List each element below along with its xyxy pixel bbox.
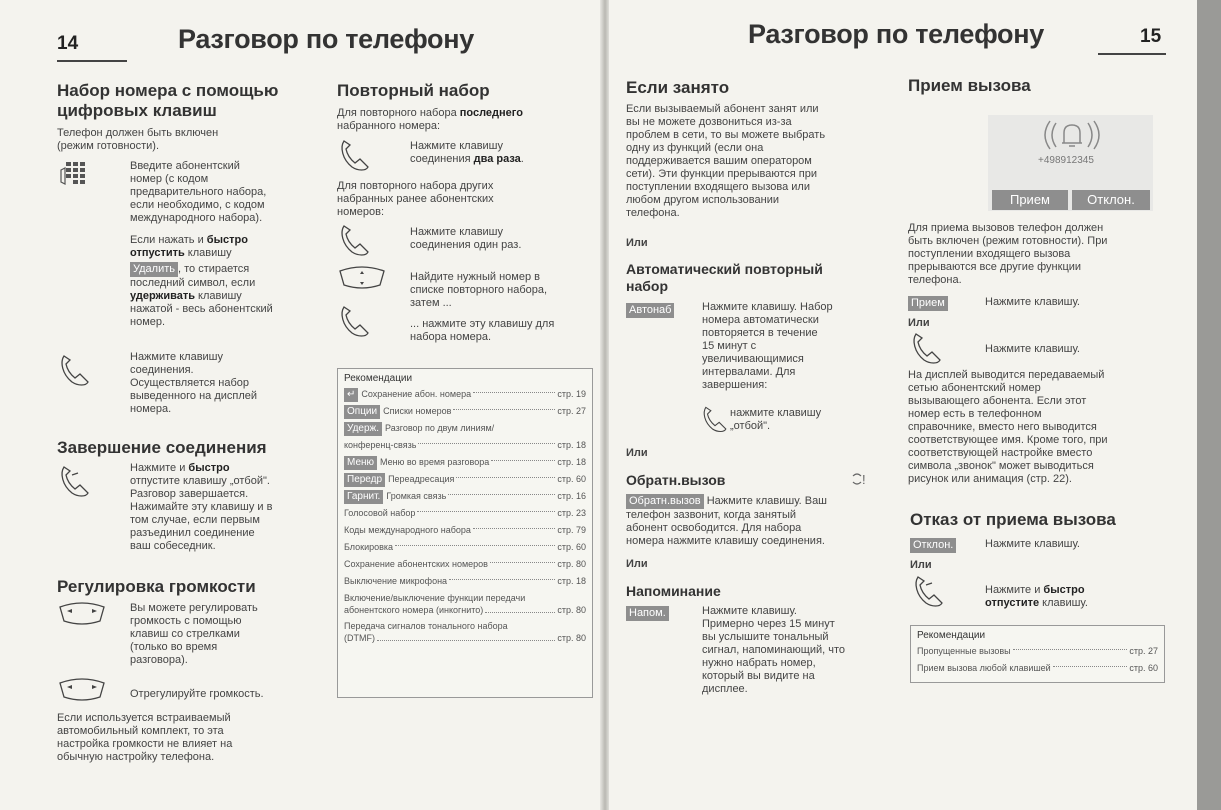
- auto-redial-heading: Автоматический повторный набор: [626, 261, 823, 294]
- reminder-heading: Напоминание: [626, 583, 721, 599]
- keypad-icon: [58, 160, 92, 190]
- softkey-reject-display[interactable]: Отклон.: [1072, 190, 1150, 210]
- accept-softkey[interactable]: Прием: [908, 296, 948, 311]
- rec-row: Передача сигналов тонального набора (DTMF) стр. 80: [344, 621, 586, 643]
- callback-icon: [848, 470, 870, 488]
- volume-note: Если используется встраиваемый автомобильный комплект, то эта настройка громкости не влияет на обычную настройку телефона.: [57, 712, 233, 763]
- rec-row: Пропущенные вызовы стр. 27: [917, 646, 1158, 656]
- page-title-right: Разговор по телефону: [748, 19, 1044, 49]
- rec-row: Блокировка стр. 60: [344, 542, 586, 552]
- reminder-softkey[interactable]: Напом.: [626, 606, 669, 621]
- volume-adjust-icon: [57, 677, 107, 703]
- callback-softkey[interactable]: Обратн.вызов: [626, 494, 704, 509]
- accept-heading: Прием вызова: [908, 76, 1031, 95]
- rec-row: ↵ Сохранение абон. номера стр. 19: [344, 386, 586, 403]
- auto-redial-or: Или: [626, 447, 648, 459]
- recommendations-box-left: [337, 368, 593, 698]
- end-key-icon: [58, 463, 92, 499]
- rec-row: Передр Переадресация стр. 60: [344, 471, 586, 488]
- accept-or: Или: [908, 317, 930, 329]
- rec-row: Гарнит. Громкая связь стр. 16: [344, 488, 586, 505]
- caller-number: +498912345: [1038, 155, 1094, 166]
- redial-heading: Повторный набор: [337, 81, 490, 100]
- dial-intro: Телефон должен быть включен (режим готовности).: [57, 127, 219, 152]
- call-key-icon-redial-3: [338, 303, 372, 339]
- reminder-key-wrap: [626, 603, 669, 621]
- redial-step3: Найдите нужный номер в списке повторного набора, затем ...: [410, 271, 548, 309]
- accept-key-text: Нажмите клавишу.: [985, 296, 1080, 308]
- call-key-icon: [58, 352, 92, 388]
- page-number-left: 14: [57, 33, 79, 54]
- rec-row: Включение/выключение функции передачи абонентского номера (инкогнито) стр. 80: [344, 593, 586, 615]
- end-call-heading: Завершение соединения: [57, 438, 267, 457]
- navigation-keys-icon: [337, 265, 387, 291]
- call-key-icon-accept: [910, 330, 944, 366]
- delete-softkey[interactable]: Удалить: [130, 262, 178, 277]
- rec-row: конференц-связь стр. 18: [344, 440, 586, 450]
- call-key-icon-redial-1: [338, 137, 372, 173]
- accept-step2: Нажмите клавишу.: [985, 343, 1080, 355]
- header-rule-right: [1098, 53, 1166, 55]
- volume-step1: Вы можете регулировать громкость с помощью клавиш со стрелками (только во время разговора).: [130, 602, 258, 666]
- rec-row: Коды международного набора стр. 79: [344, 525, 586, 535]
- volume-keys-icon: [57, 601, 107, 627]
- accept-key-wrap: [908, 293, 948, 311]
- reject-or: Или: [910, 559, 932, 571]
- dial-step3: Нажмите клавишу соединения. Осуществляется набор выведенного на дисплей номера.: [130, 351, 258, 415]
- dial-heading: Набор номера с помощью цифровых клавиш: [57, 81, 279, 120]
- rec-row: Прием вызова любой клавишей стр. 60: [917, 663, 1158, 673]
- volume-heading: Регулировка громкости: [57, 577, 256, 596]
- recommendations-title: Рекомендации: [344, 373, 413, 384]
- volume-step2: Отрегулируйте громкость.: [130, 688, 264, 700]
- end-key-icon-auto: [700, 404, 730, 434]
- redial-step4: ... нажмите эту клавишу для набора номера.: [410, 318, 555, 343]
- busy-text: Если вызываемый абонент занят или вы не можете дозвониться из-за проблем в сети, то вы можете выбрать одну из функций (если она поддерживается вашим оператором сети). Эти функции прерываются при поступлении входящего вызова или любом другом использовании телефона.: [626, 103, 826, 219]
- auto-redial-text: Нажмите клавишу. Набор номера автоматически повторяется в течение 15 минут с увеличивающимися интервалами. Для завершения:: [702, 301, 833, 391]
- callback-text: Обратн.вызов Нажмите клавишу. Ваш телефон зазвонит, когда занятый абонент освободится. Для набора номера нажмите клавишу соединения.: [626, 495, 828, 547]
- page-number-right: 15: [1140, 26, 1162, 47]
- ringing-bell-icon: [1042, 119, 1102, 151]
- auto-redial-key-wrap: [626, 300, 674, 318]
- auto-redial-softkey[interactable]: Автонаб: [626, 303, 674, 318]
- reject-softkey[interactable]: Отклон.: [910, 538, 956, 553]
- reject-key-wrap: [910, 535, 956, 553]
- background-edge: [1197, 0, 1221, 810]
- reject-key-text: Нажмите клавишу.: [985, 538, 1080, 550]
- busy-heading: Если занято: [626, 78, 730, 97]
- reject-step2: Нажмите и быстро отпустите клавишу.: [985, 584, 1088, 609]
- end-key-icon-reject: [912, 573, 946, 609]
- accept-text: Для приема вызовов телефон должен быть включен (режим готовности). При поступлении входящего вызова прерываются все другие функции телефона.: [908, 222, 1108, 286]
- rec-row: Сохранение абонентских номеров стр. 80: [344, 559, 586, 569]
- auto-redial-end: нажмите клавишу „отбой".: [730, 407, 822, 432]
- busy-or: Или: [626, 237, 648, 249]
- callback-heading: Обратн.вызов: [626, 472, 726, 488]
- redial-step2: Нажмите клавишу соединения один раз.: [410, 226, 522, 251]
- rec-row: Выключение микрофона стр. 18: [344, 576, 586, 586]
- page-title-left: Разговор по телефону: [178, 24, 474, 54]
- rec-row: Меню Меню во время разговора стр. 18: [344, 454, 586, 471]
- rec-row: Голосовой набор стр. 23: [344, 508, 586, 518]
- reminder-text: Нажмите клавишу. Примерно через 15 минут вы услышите тональный сигнал, напоминающий, что нужно набрать номер, который вы видите на дисплее.: [702, 605, 846, 695]
- redial-p1: Для повторного набора последнего набранного номера:: [337, 107, 523, 132]
- redial-p2: Для повторного набора других набранных ранее абонентских номеров:: [337, 180, 494, 218]
- rec-row: Удерж. Разговор по двум линиям/: [344, 420, 586, 437]
- dial-step2: Если нажать и быстро отпустить клавишу Удалить , то стирается последний символ, если удерживать клавишу нажатой - весь абонентский номер.: [130, 234, 273, 328]
- recommendations-box-right: [910, 625, 1165, 683]
- softkey-accept-display[interactable]: Прием: [992, 190, 1068, 210]
- svg-text:!: !: [862, 472, 866, 487]
- dial-step1: Введите абонентский номер (с кодом предварительного набора, если необходимо, с кодом международного набора).: [130, 160, 267, 224]
- accept-para: На дисплей выводится передаваемый сетью абонентский номер вызывающего абонента. Если этот номер есть в телефонном справочнике, вместо него выводится соответствующее имя. Кроме того, при соответствующей настройке вместо символа „звонок" может выводиться рисунок или анимация (стр. 22).: [908, 369, 1108, 485]
- call-key-icon-redial-2: [338, 222, 372, 258]
- end-call-text: Нажмите и быстро отпустите клавишу „отбой". Разговор завершается. Нажимайте эту клавишу и в том случае, если первым разъединил соединение ваш собеседник.: [130, 462, 273, 552]
- header-rule-left: [57, 60, 127, 62]
- callback-or: Или: [626, 558, 648, 570]
- reject-heading: Отказ от приема вызова: [910, 510, 1116, 529]
- redial-step1: Нажмите клавишу соединения два раза.: [410, 140, 524, 165]
- recommendations-title-right: Рекомендации: [917, 630, 986, 641]
- rec-row: Опции Списки номеров стр. 27: [344, 403, 586, 420]
